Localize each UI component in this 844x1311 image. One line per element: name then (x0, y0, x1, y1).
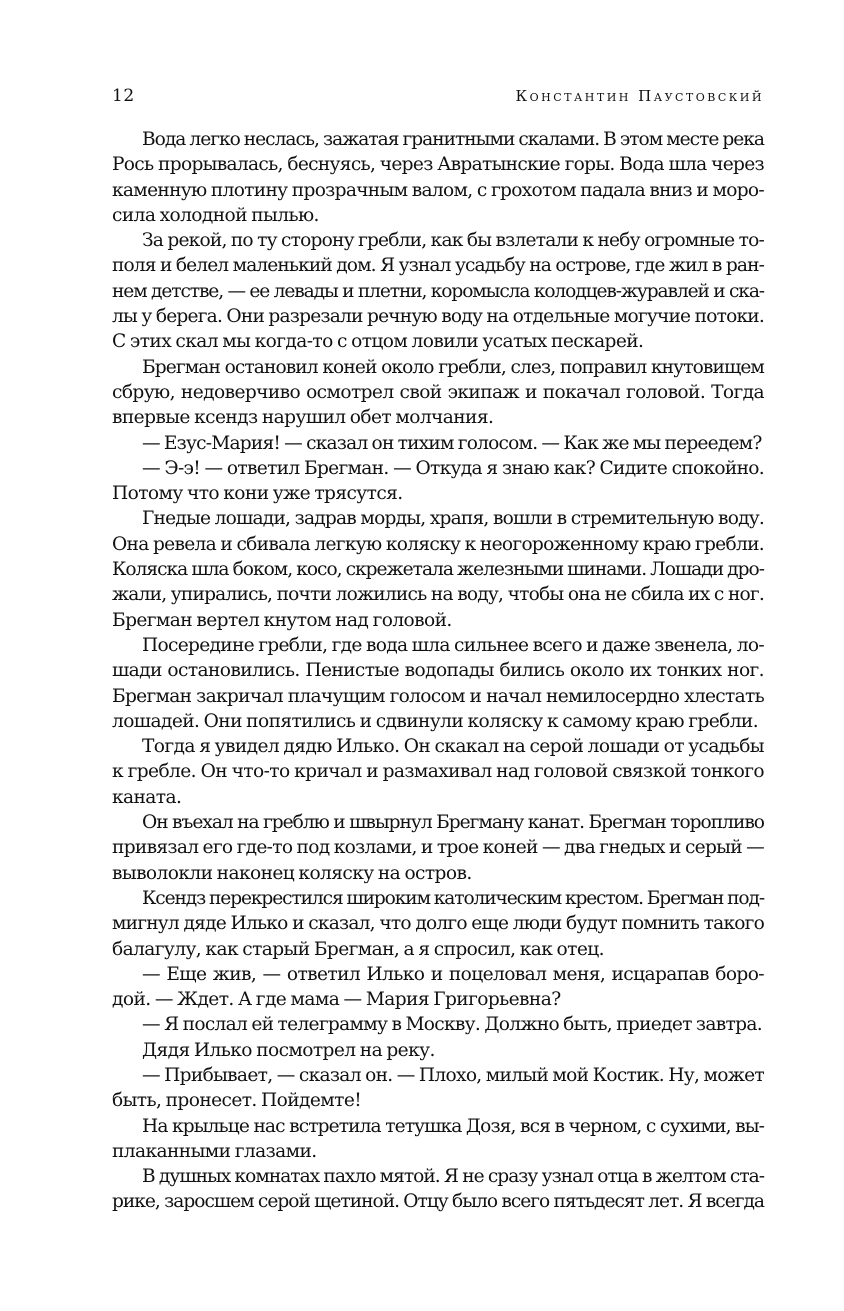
text-line: Брегман закричал плачущим голосом и начал немилосердно хлестать (112, 685, 764, 707)
paragraph (112, 1012, 764, 1037)
paragraph (112, 1038, 764, 1063)
paragraph (112, 810, 764, 886)
page-number: 12 (112, 86, 135, 106)
paragraph (112, 506, 764, 632)
paragraph (112, 127, 764, 228)
text-line: мигнул дяде Илько и сказал, что долго еще люди будут помнить такого (112, 913, 764, 935)
text-line: Гнедые лошади, задрав морды, храпя, вошли в стремительную воду. (142, 508, 764, 530)
paragraph (112, 1063, 764, 1114)
text-line: В душных комнатах пахло мятой. Я не сразу узнал отца в желтом ста- (142, 1166, 764, 1188)
text-line: На крыльце нас встретила тетушка Дозя, вся в черном, с сухими, вы- (142, 1115, 764, 1137)
text-line: лы у берега. Они разрезали речную воду на отдельные могучие потоки. (112, 306, 764, 328)
text-line: Она ревела и сбивала легкую коляску к неогороженному краю гребли. (112, 533, 764, 555)
paragraph (112, 456, 764, 507)
running-head (112, 86, 764, 112)
text-line: — Э-э! — ответил Брегман. — Откуда я знаю как? Сидите спокойно. (142, 457, 764, 479)
text-line: сила холодной пылью. (112, 204, 319, 226)
text-line: балагулу, как старый Брегман, а я спросил, как отец. (112, 938, 604, 960)
paragraph (112, 886, 764, 962)
text-line: — Прибывает, — сказал он. — Плохо, милый мой Костик. Ну, может (142, 1064, 764, 1086)
text-line: дой. — Ждет. А где мама — Мария Григорьевна? (112, 989, 561, 1011)
text-line: к гребле. Он что-то кричал и размахивал над головой связкой тонкого (112, 761, 764, 783)
paragraph (112, 1114, 764, 1165)
paragraph (112, 633, 764, 734)
text-line: С этих скал мы когда-то с отцом ловили усатых пескарей. (112, 331, 644, 353)
text-line: впервые ксендз нарушил обет молчания. (112, 407, 494, 429)
text-line: шади остановились. Пенистые водопады бились около их тонких ног. (112, 660, 764, 682)
book-author: Константин Паустовский (515, 87, 764, 105)
text-line: — Езус-Мария! — сказал он тихим голосом. — Как же мы переедем? (142, 432, 762, 454)
text-line: За рекой, по ту сторону гребли, как бы взлетали к небу огромные то- (142, 230, 764, 252)
text-line: — Еще жив, — ответил Илько и поцеловал меня, исцарапав боро- (142, 963, 764, 985)
text-line: нем детстве, — ее левады и плетни, коромысла колодцев-журавлей и ска- (112, 280, 764, 302)
body-text (112, 127, 764, 1215)
paragraph (112, 355, 764, 431)
text-line: поля и белел маленький дом. Я узнал усадьбу на острове, где жил в ран- (112, 255, 764, 277)
text-line: Ксендз перекрестился широким католическим крестом. Брегман под- (142, 887, 765, 909)
text-line: — Я послал ей телеграмму в Москву. Должно быть, приедет завтра. (142, 1014, 762, 1036)
text-line: Коляска шла боком, косо, скрежетала железными шинами. Лошади дро- (112, 559, 764, 581)
text-line: привязал его где-то под козлами, и трое коней — два гнедых и серый — (112, 837, 765, 859)
text-line: Брегман вертел кнутом над головой. (112, 609, 452, 631)
text-line: Рось прорывалась, беснуясь, через Авратынские горы. Вода шла через (112, 154, 764, 176)
text-line: сбрую, недоверчиво осмотрел свой экипаж и покачал головой. Тогда (112, 381, 764, 403)
text-line: Вода легко неслась, зажатая гранитными скалами. В этом месте река (142, 129, 764, 150)
text-line: Посередине гребли, где вода шла сильнее всего и даже звенела, ло- (142, 634, 764, 656)
paragraph (112, 228, 764, 354)
text-line: Он въехал на греблю и швырнул Брегману канат. Брегман торопливо (142, 812, 764, 834)
text-line: Брегман остановил коней около гребли, слез, поправил кнутовищем (142, 356, 764, 378)
paragraph (112, 734, 764, 810)
text-line: рике, заросшем серой щетиной. Отцу было всего пятьдесят лет. Я всегда (112, 1191, 764, 1213)
text-line: выволокли наконец коляску на остров. (112, 862, 472, 884)
text-line: каната. (112, 786, 182, 808)
paragraph (112, 962, 764, 1013)
text-line: Тогда я увидел дядю Илько. Он скакал на серой лошади от усадьбы (142, 736, 764, 758)
text-line: лошадей. Они попятились и сдвинули коляску к самому краю гребли. (112, 710, 759, 732)
text-line: быть, пронесет. Пойдемте! (112, 1090, 362, 1112)
text-line: каменную плотину прозрачным валом, с грохотом падала вниз и моро- (112, 179, 764, 201)
text-line: жали, упирались, почти ложились на воду, чтобы она не сбила их с ног. (112, 584, 764, 606)
paragraph (112, 1164, 764, 1215)
text-line: Потому что кони уже трясутся. (112, 483, 403, 505)
paragraph (112, 431, 764, 456)
text-line: плаканными глазами. (112, 1140, 317, 1162)
text-line: Дядя Илько посмотрел на реку. (142, 1039, 435, 1061)
